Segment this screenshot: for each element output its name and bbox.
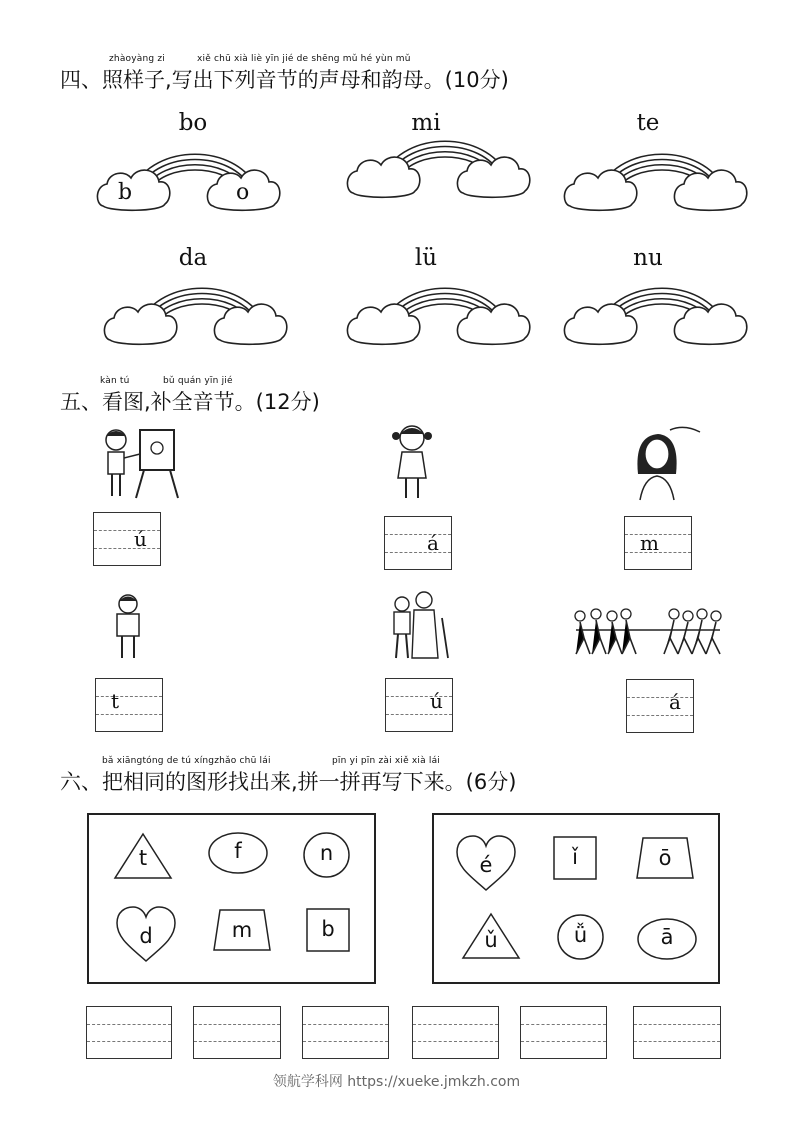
word-da: da xyxy=(178,245,208,271)
section5-pinyin-2: bǔ quán yīn jié xyxy=(163,376,233,386)
word-nu: nu xyxy=(633,245,663,271)
writing-box-6[interactable] xyxy=(626,679,694,733)
answer-box-4[interactable] xyxy=(412,1006,499,1059)
example-final: o xyxy=(236,180,250,205)
picture-tug-of-war xyxy=(570,602,724,660)
rainbow-mi xyxy=(345,125,535,201)
writing-box-2-text: á xyxy=(427,531,439,555)
picture-girl xyxy=(388,422,436,500)
section5-pinyin-1: kàn tú xyxy=(100,376,130,386)
writing-box-1-text: ú xyxy=(134,527,147,551)
word-lu: lü xyxy=(414,245,438,271)
heart-shape-d[interactable]: d xyxy=(115,905,177,963)
writing-box-6-text: á xyxy=(669,690,681,714)
answer-box-3[interactable] xyxy=(302,1006,389,1059)
picture-woman xyxy=(630,424,704,502)
square-shape-i[interactable]: ǐ xyxy=(553,836,597,880)
writing-box-5[interactable] xyxy=(385,678,453,732)
answer-box-6[interactable] xyxy=(633,1006,721,1059)
section6-pinyin-1: bǎ xiāngtóng de tú xíngzhǎo chū lái xyxy=(102,756,271,766)
writing-box-1[interactable] xyxy=(93,512,161,566)
section6-title: 六、把相同的图形找出来,拼一拼再写下来。(6分) xyxy=(60,770,517,794)
word-bo: bo xyxy=(178,110,208,136)
section6-pinyin-2: pīn yi pīn zài xiě xià lái xyxy=(332,756,440,766)
picture-helping-elder xyxy=(384,588,454,660)
rainbow-lu xyxy=(345,272,535,348)
oval-shape-f[interactable]: f xyxy=(208,832,268,874)
section4-title: 四、照样子,写出下列音节的声母和韵母。(10分) xyxy=(60,68,509,92)
writing-box-3[interactable] xyxy=(624,516,692,570)
example-initial: b xyxy=(118,180,133,205)
section4-pinyin-1: zhàoyàng zi xyxy=(109,54,165,64)
section4-pinyin-2: xiě chū xià liè yīn jié de shēng mǔ hé yùn mǔ xyxy=(197,54,411,64)
writing-box-2[interactable] xyxy=(384,516,452,570)
answer-box-2[interactable] xyxy=(193,1006,281,1059)
circle-shape-n[interactable]: n xyxy=(303,832,350,878)
triangle-shape-t[interactable]: t xyxy=(113,832,173,880)
triangle-shape-u[interactable]: ǔ xyxy=(461,912,521,960)
rainbow-te xyxy=(562,138,752,214)
heart-shape-e[interactable]: é xyxy=(455,834,517,892)
answer-box-5[interactable] xyxy=(520,1006,607,1059)
trapezoid-shape-o[interactable]: ō xyxy=(635,836,695,880)
rainbow-da xyxy=(102,272,292,348)
answer-box-1[interactable] xyxy=(86,1006,172,1059)
trapezoid-shape-m[interactable]: m xyxy=(212,908,272,952)
footer-watermark: 领航学科网 https://xueke.jmkzh.com xyxy=(272,1074,521,1090)
writing-box-4[interactable] xyxy=(95,678,163,732)
section5-title: 五、看图,补全音节。(12分) xyxy=(60,390,320,414)
writing-box-3-text: m xyxy=(640,531,659,555)
oval-shape-a[interactable]: ā xyxy=(637,918,697,960)
writing-box-5-text: ú xyxy=(430,689,443,713)
writing-box-4-text: t xyxy=(111,689,120,713)
rainbow-nu xyxy=(562,272,752,348)
word-mi: mi xyxy=(411,110,441,136)
picture-boy-painting xyxy=(100,424,182,500)
square-shape-b[interactable]: b xyxy=(306,908,350,952)
word-te: te xyxy=(636,110,660,136)
picture-man xyxy=(108,592,148,660)
circle-shape-v[interactable]: ǚ xyxy=(557,914,604,960)
